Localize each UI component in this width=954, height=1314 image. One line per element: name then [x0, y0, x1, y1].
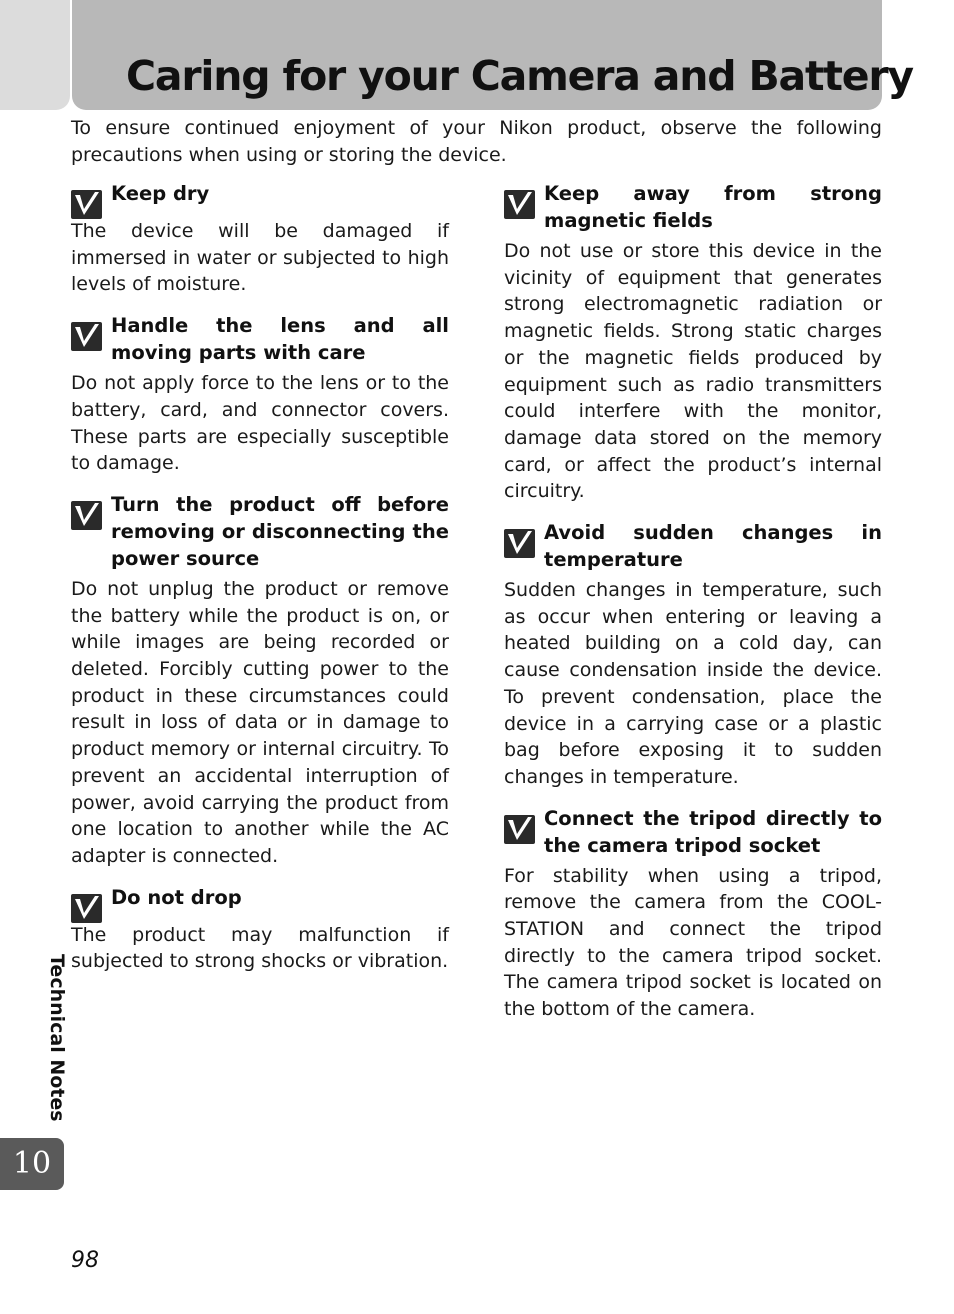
section-header: [71, 884, 449, 918]
section-heading: Handle the lens and all moving parts with care: [111, 314, 449, 365]
check-mark-icon: [71, 501, 102, 530]
check-mark-icon: [504, 815, 535, 844]
section-body: The product may malfunction if subjected to strong shocks or vibration.: [71, 923, 449, 973]
section-keep-dry: [71, 180, 449, 298]
section-temperature: [504, 519, 882, 791]
section-magnetic-fields: [504, 180, 882, 505]
left-column: [71, 180, 449, 989]
check-mark-icon: [71, 894, 102, 923]
check-mark-icon: [71, 322, 102, 351]
section-body: Sudden changes in temperature, such as occur when entering or leaving a heated building on a cold day, can cause condensation inside the device. To prevent condensation, place the device in a carrying case or a plastic bag before exposing it to sudden changes in temperature.: [504, 579, 882, 788]
chapter-number-tab: 10: [0, 1138, 64, 1190]
page-number: 98: [71, 1248, 99, 1273]
section-body: Do not unplug the product or remove the battery while the product is on, or while images are being recorded or deleted. Forcibly cutting power to the product in these circumstances could result in loss of data or in damage to product memory or internal circuitry. To prevent an accidental interruption of power, avoid carrying the product from one location to another while the AC adapter is connected.: [71, 577, 449, 867]
section-turn-off: [71, 491, 449, 870]
section-header: [71, 312, 449, 366]
section-handle-lens: [71, 312, 449, 477]
check-mark-icon: [504, 529, 535, 558]
section-body: For stability when using a tripod, remove the camera from the COOL-STATION and connect the tripod directly to the camera tripod socket. The camera tripod socket is located on the bottom of the camera.: [504, 864, 882, 1021]
section-header: [504, 805, 882, 859]
corner-tab: [0, 0, 70, 110]
section-heading: Keep dry: [111, 182, 210, 205]
section-body: The device will be damaged if immersed in water or subjected to high levels of moisture.: [71, 220, 449, 296]
check-mark-icon: [71, 190, 102, 219]
section-heading: Do not drop: [111, 885, 242, 909]
section-heading: Turn the product off before removing or disconnecting the power source: [111, 492, 449, 570]
section-heading: Avoid sudden changes in temperature: [544, 521, 882, 572]
section-header: [504, 519, 882, 573]
side-label-technical-notes: Technical Notes: [46, 954, 68, 1122]
intro-paragraph: To ensure continued enjoyment of your Nikon product, observe the following precautions when using or storing the device.: [71, 117, 882, 166]
right-column: [504, 180, 882, 1037]
check-mark-icon: [504, 190, 535, 219]
section-body: Do not use or store this device in the vicinity of equipment that generates strong electromagnetic radiation or magnetic fields. Strong static charges or the magnetic fields produced by equipment such as radio transmitters could interfere with the monitor, damage data stored on the memory card, or affect the product’s internal circuitry.: [504, 240, 882, 503]
page-title: Caring for your Camera and Battery: [126, 52, 913, 100]
section-header: [71, 491, 449, 572]
section-body: Do not apply force to the lens or to the battery, card, and connector covers. These parts are especially susceptible to damage.: [71, 372, 449, 475]
section-do-not-drop: [71, 884, 449, 975]
section-heading: Keep away from strong magnetic fields: [544, 182, 882, 232]
section-header: [71, 180, 449, 214]
section-heading: Connect the tripod directly to the camera tripod socket: [544, 806, 882, 857]
section-header: [504, 180, 882, 234]
section-tripod: [504, 805, 882, 1023]
